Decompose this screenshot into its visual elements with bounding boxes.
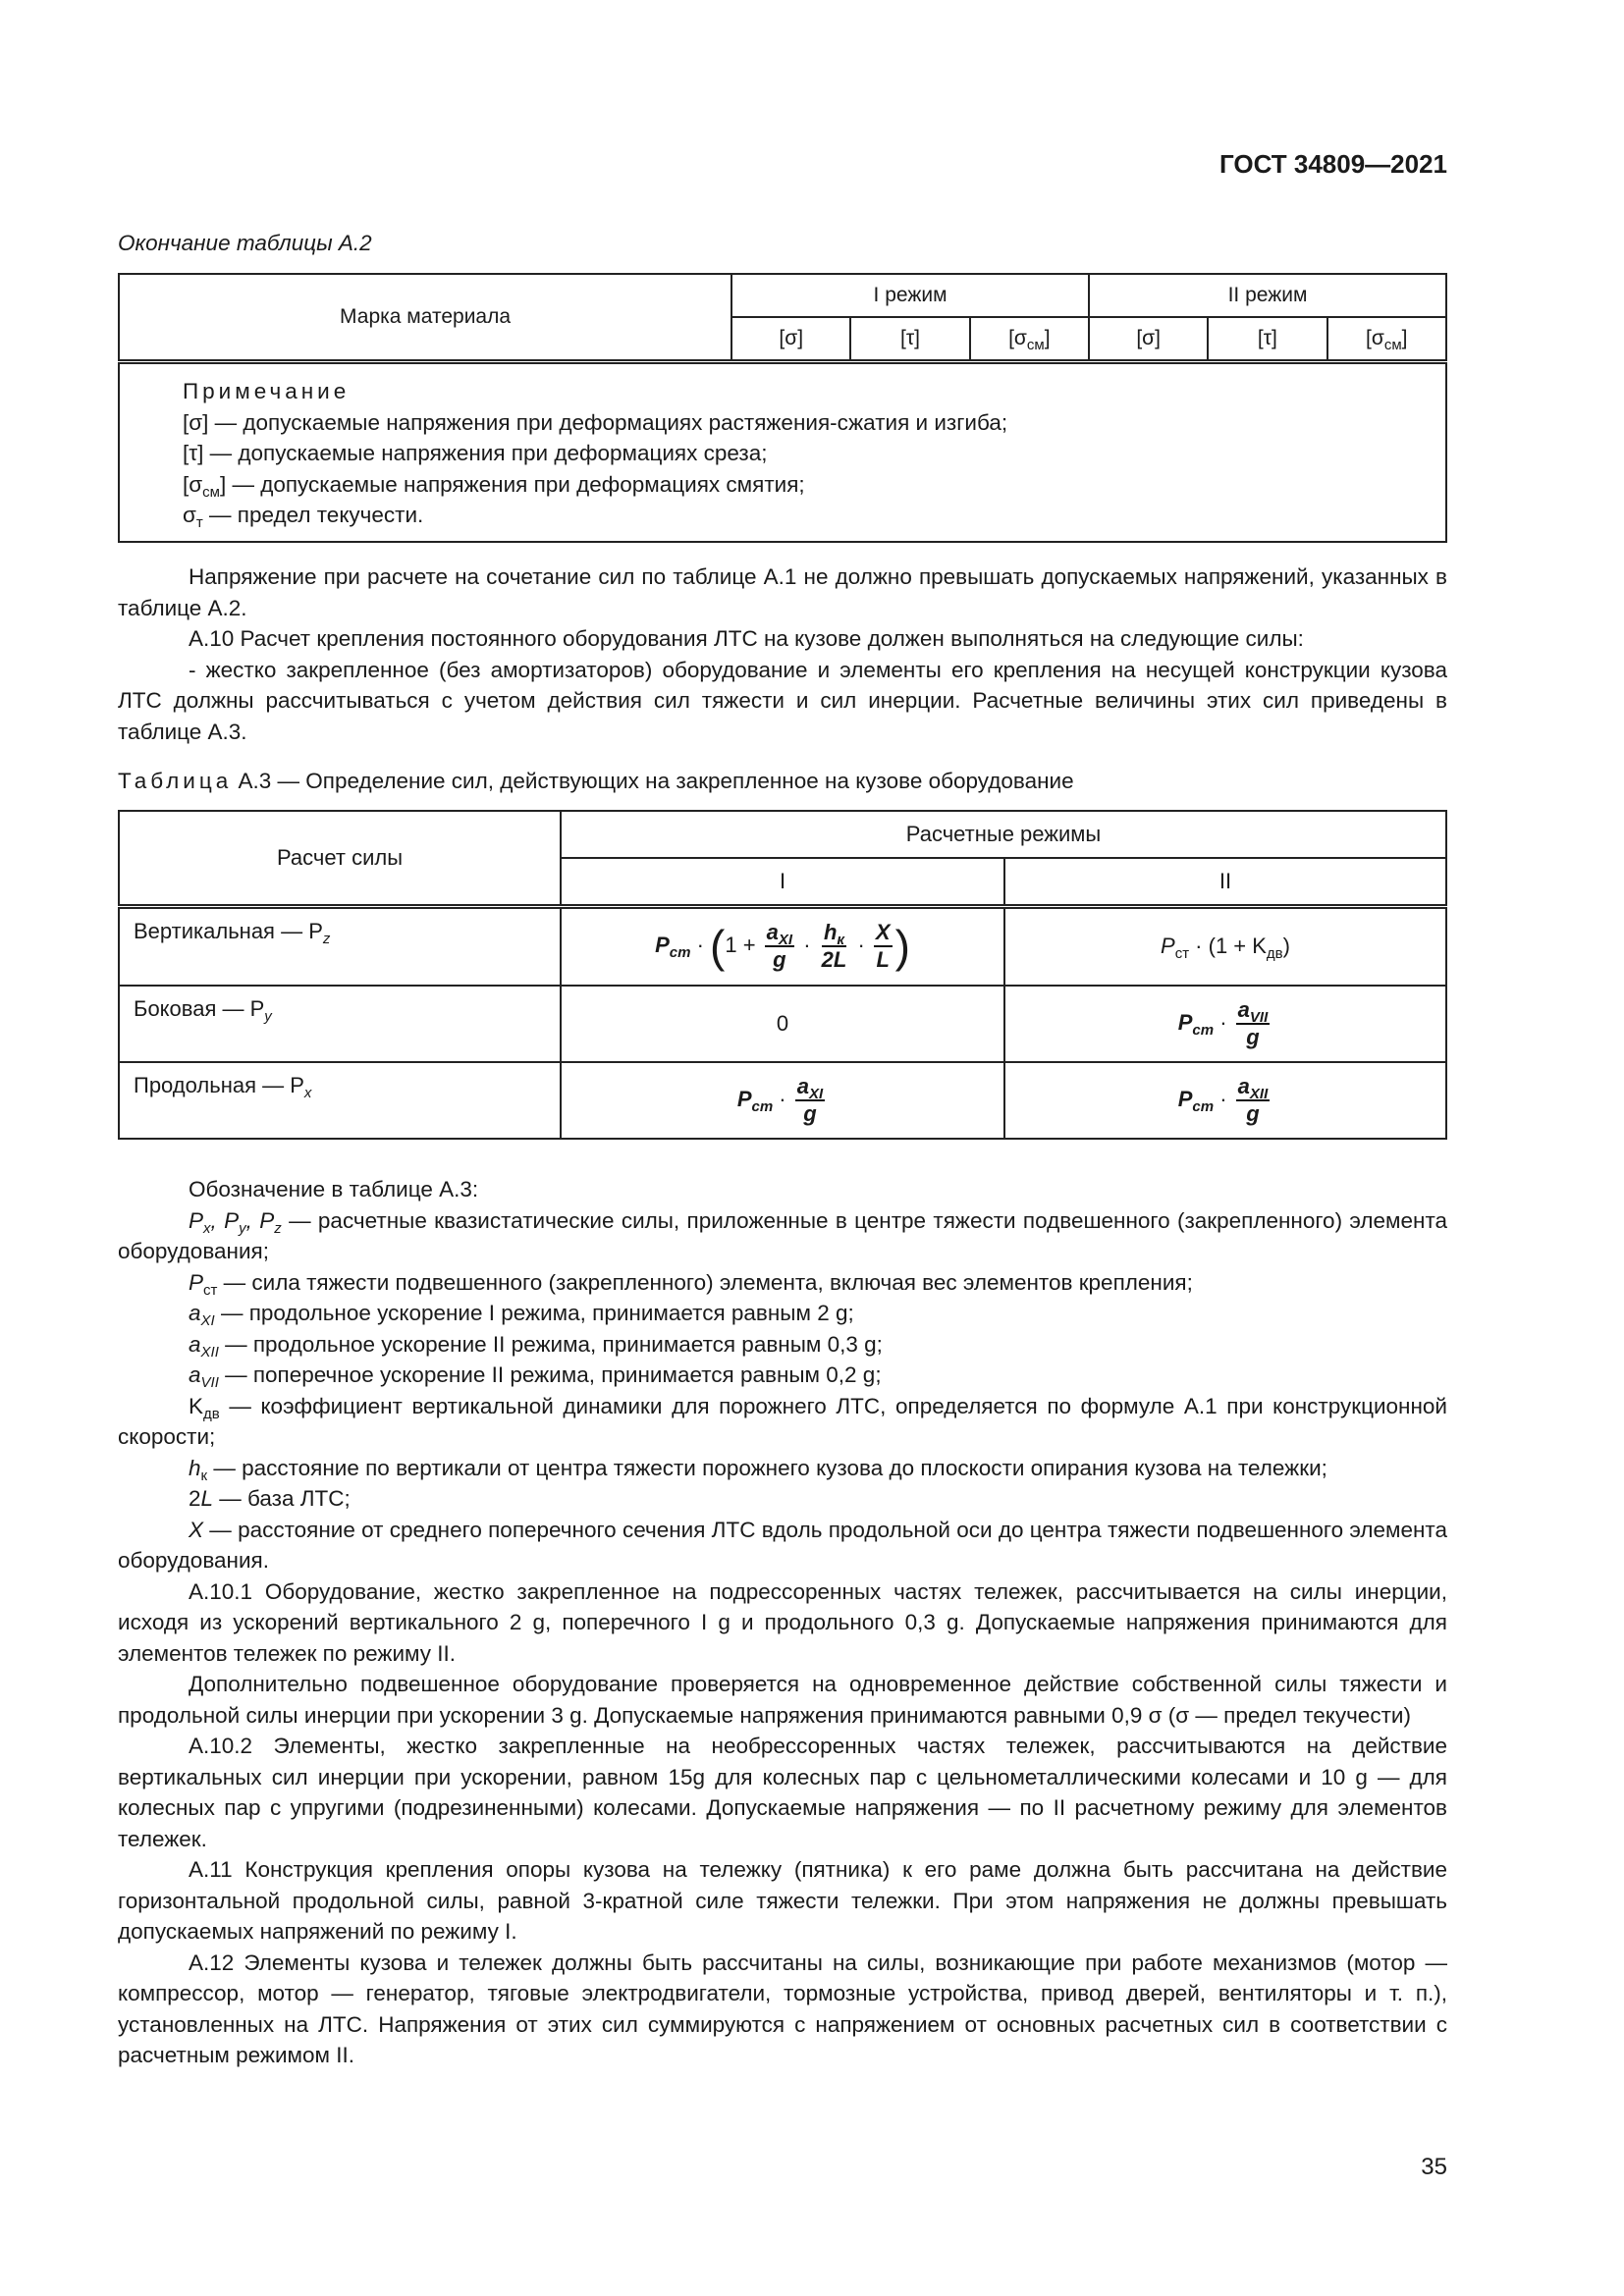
formula-longitudinal-mode2: $P_{ст}$ · $\frac{a_{XII}}{g}$ (1004, 1062, 1446, 1139)
note-line: [σ] — допускаемые напряжения при деформациях растяжения-сжатия и изгиба; (183, 409, 1008, 435)
formula-lateral-mode2: $P_{ст}$ · $\frac{a_{VII}}{g}$ (1004, 986, 1446, 1062)
col-mode2: II режим (1089, 274, 1446, 317)
col-modes: Расчетные режимы (561, 811, 1446, 858)
paragraph: Напряжение при расчете на сочетание сил по таблице А.1 не должно превышать допускаемых напряжений, указанных в таблице А.2. (118, 564, 1447, 620)
sub-col: [τ] (1208, 317, 1326, 362)
table-a3 (118, 810, 1447, 1140)
legend-and-paragraphs (118, 1174, 1447, 2071)
paragraph: Дополнительно подвешенное оборудование проверяется на одновременное действие собственной силы тяжести и продольной силы инерции при ускорении 3 g. Допускаемые напряжения принимаются равными 0,9 σ (σ — предел текучести) (118, 1672, 1447, 1728)
paragraph: А.11 Конструкция крепления опоры кузова на тележку (пятника) к его раме должна быть рассчитана на действие горизонтальной продольной силы, равной 3-кратной силе тяжести тележки. При этом напряжения не должны превышать допускаемых напряжений по режиму I. (118, 1857, 1447, 1944)
page-number: 35 (1421, 2154, 1447, 2180)
formula-longitudinal-mode1: $P_{ст}$ · $\frac{a_{XI}}{g}$ (561, 1062, 1004, 1139)
paragraphs-1 (118, 561, 1447, 747)
table-a2-caption: Окончание таблицы А.2 (118, 231, 372, 255)
row-vertical-label: Вертикальная — $P_z$ (119, 907, 561, 986)
formula-vertical-mode2: $P_{ст} \cdot (1 + K_{дв})$ (1004, 907, 1446, 986)
note-line: [τ] — допускаемые напряжения при деформациях среза; (183, 441, 768, 465)
col-force: Расчет силы (119, 811, 561, 907)
row-longitudinal-label: Продольная — $P_x$ (119, 1062, 561, 1139)
formula-vertical-mode1: $P_{ст} \cdot (1$ + $\frac{a_{XI}}{g}$ · $\frac{h_к}{2L}$ · $\frac{X}{L}$ ) (561, 907, 1004, 986)
legend-item: X — расстояние от среднего поперечного сечения ЛТС вдоль продольной оси до центра тяжести подвешенного элемента оборудования. (118, 1517, 1447, 1573)
paragraph: - жестко закрепленное (без амортизаторов) оборудование и элементы его крепления на несущей конструкции кузова ЛТС должны рассчитываться с учетом действия сил тяжести и сил инерции. Расчетные величины этих сил приведены в таблице А.3. (118, 657, 1447, 744)
value-lateral-mode1: 0 (561, 986, 1004, 1062)
legend-item: $a_{XI}$ — продольное ускорение I режима, принимается равным 2 g; (189, 1301, 854, 1329)
legend-item: $h_к$ — расстояние по вертикали от центра тяжести порожнего кузова до плоскости опирания кузова на тележки; (189, 1455, 1327, 1484)
sub-col: [σ] (731, 317, 850, 362)
table-a2 (118, 273, 1447, 543)
doc-header: ГОСТ 34809—2021 (1219, 149, 1447, 179)
legend-item: $P_x$, $P_y$, $P_z$ — расчетные квазистатические силы, приложенные в центре тяжести подвешенного (закрепленного) элемента оборудования; (118, 1207, 1448, 1263)
note-line: $\sigma_т$ — предел текучести. (183, 503, 424, 531)
note-title: Примечание (183, 379, 351, 403)
sub-col: $[\sigma_{см}]$ (1327, 317, 1446, 362)
col-material: Марка материала (119, 274, 731, 362)
col-mode-ii: II (1004, 858, 1446, 907)
col-mode-i: I (561, 858, 1004, 907)
sub-col: $[\sigma_{см}]$ (970, 317, 1089, 362)
table-a3-caption: Таблица А.3 — Определение сил, действующих на закрепленное на кузове оборудование (118, 769, 1074, 793)
legend-item: $K_{дв}$ — коэффициент вертикальной динамики для порожнего ЛТС, определяется по формуле А.1 при конструкционной скорости; (118, 1393, 1447, 1449)
note-line: $[\sigma_{см}]$ — допускаемые напряжения при деформациях смятия; (183, 471, 805, 501)
col-mode1: I режим (731, 274, 1089, 317)
legend-item: 2L — база ЛТС; (189, 1486, 351, 1511)
sub-col: [τ] (850, 317, 969, 362)
legend-item: $a_{VII}$ — поперечное ускорение II режима, принимается равным 0,2 g; (189, 1362, 882, 1391)
paragraph: А.10.1 Оборудование, жестко закрепленное на подрессоренных частях тележек, рассчитывается на силы инерции, исходя из ускорений вертикального 2 g, поперечного I g и продольного 0,3 g. Допускаемые напряжения принимаются для элементов тележек по режиму II. (118, 1578, 1447, 1666)
paragraph: А.12 Элементы кузова и тележек должны быть рассчитаны на силы, возникающие при работе механизмов (мотор — компрессор, мотор — генератор, тяговые электродвигатели, тормозные устройства, привод дверей, вентиляторы и т. п.), установленных на ЛТС. Напряжения от этих сил суммируются с напряжением от основных расчетных сил в соответствии с расчетным режимом II. (118, 1949, 1447, 2067)
paragraph: А.10.2 Элементы, жестко закрепленные на необрессоренных частях тележек, рассчитываются на действие вертикальных сил инерции при ускорении, равном 15g для колесных пар с цельнометаллическими колесами и 10 g — для колесных пар с упругими (подрезиненными) колесами. Допускаемые напряжения — по II расчетному режиму для элементов тележек. (118, 1734, 1447, 1851)
sub-col: [σ] (1089, 317, 1208, 362)
table-a2-note (119, 362, 1446, 542)
paragraph: А.10 Расчет крепления постоянного оборудования ЛТС на кузове должен выполняться на следующие силы: (189, 626, 1304, 651)
legend-title: Обозначение в таблице А.3: (189, 1177, 479, 1201)
legend-item: $P_{ст}$ — сила тяжести подвешенного (закрепленного) элемента, включая вес элементов крепления; (189, 1269, 1193, 1299)
legend-item: $a_{XII}$ — продольное ускорение II режима, принимается равным 0,3 g; (189, 1331, 883, 1361)
row-lateral-label: Боковая — $P_y$ (119, 986, 561, 1062)
